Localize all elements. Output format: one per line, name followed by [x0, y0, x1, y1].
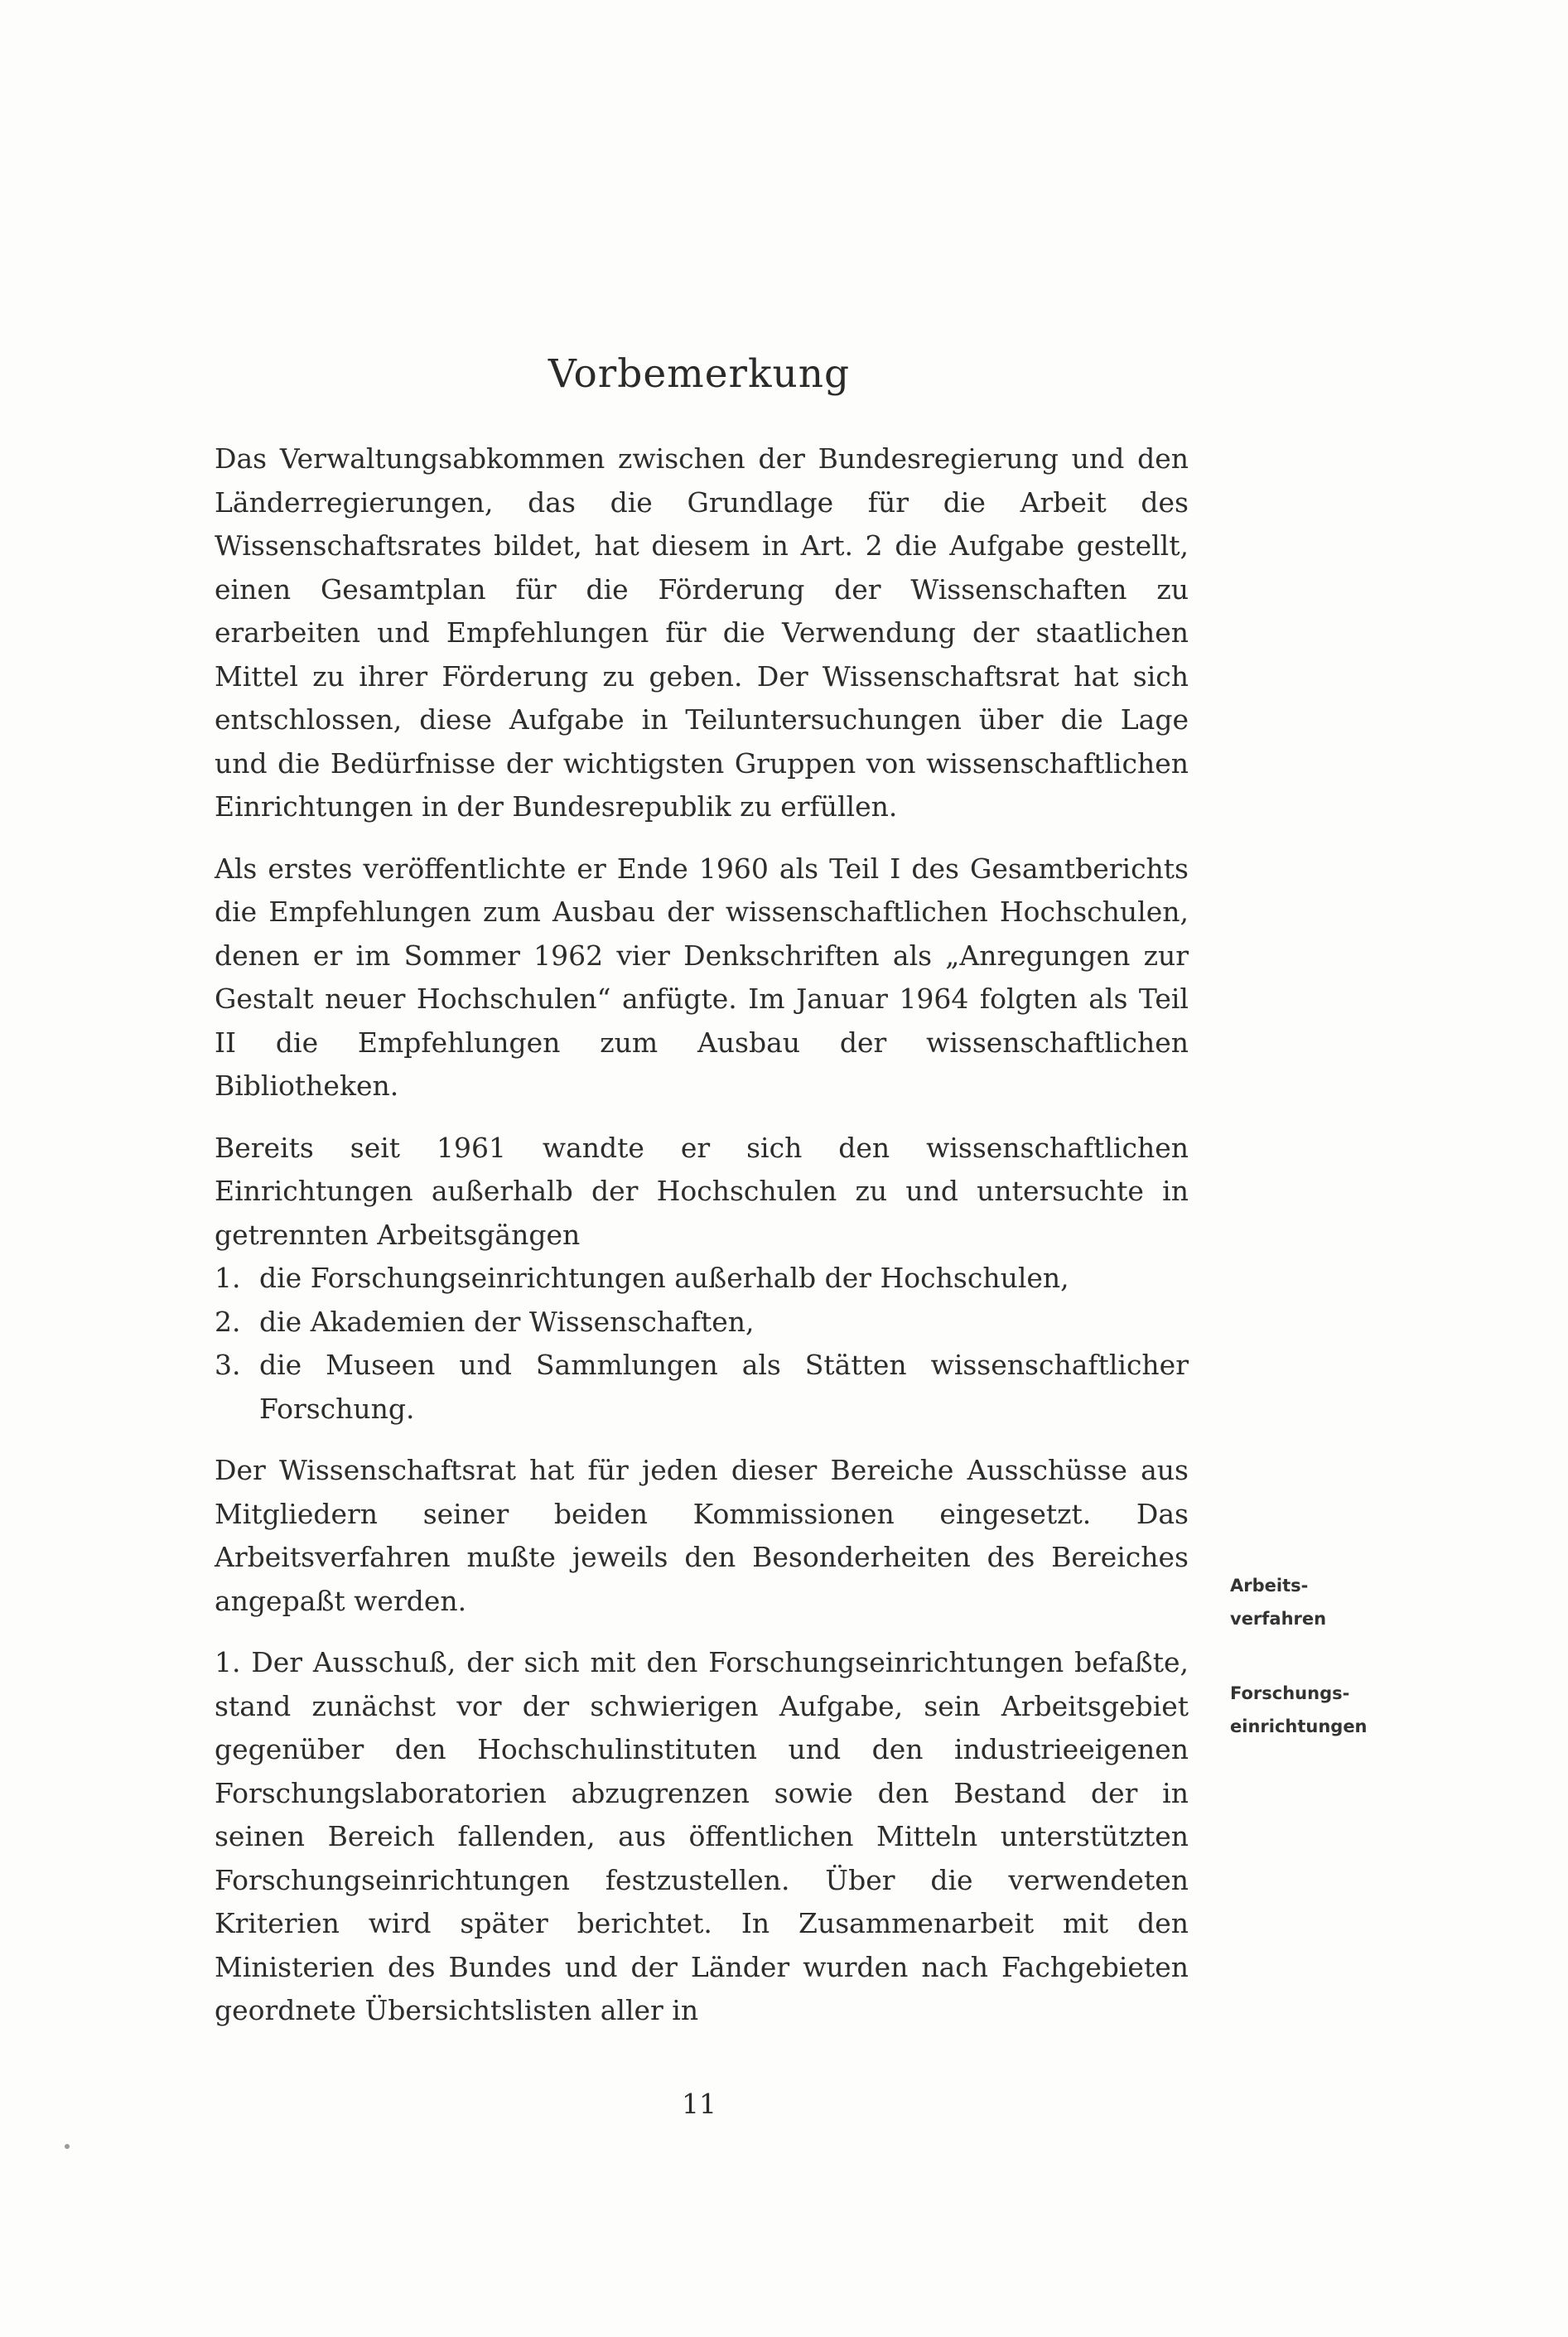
paragraph-intro: Das Verwaltungsabkommen zwischen der Bundesregierung und den Länderregierungen, das die Grundlage für die Arbeit des Wissenschaftsrates bildet, hat diesem in Art. 2 die Aufgabe gestellt, einen Gesamtplan für die Förderung der Wissenschaften zu erarbeiten und Empfehlungen für die Verwendung der staatlichen Mittel zu ihrer Förderung zu geben. Der Wissenschaftsrat hat sich entschlossen, diese Aufgabe in Teiluntersuchungen über die Lage und die Bedürfnisse der wichtigsten Gruppen von wissenschaftlichen Einrichtungen in der Bundesrepublik zu erfüllen. — [215, 442, 1189, 823]
list-item-text: die Museen und Sammlungen als Stätten wissenschaftlicher Forschung. — [259, 1349, 1189, 1425]
list-item-text: die Akademien der Wissenschaften, — [259, 1305, 755, 1338]
list-item — [215, 1301, 1189, 1345]
paragraph-research-institutions: 1. Der Ausschuß, der sich mit den Forschungseinrichtungen befaßte, stand zunächst vor der schwierigen Aufgabe, sein Arbeitsgebiet gegenüber den Hochschulinstituten und den industrieeigenen Forschungslaboratorien abzugrenzen sowie den Bestand der in seinen Bereich fallenden, aus öffentlichen Mitteln unterstützten Forschungseinrichtungen festzustellen. Über die verwendeten Kriterien wird später berichtet. In Zusammenarbeit mit den Ministerien des Bundes und der Länder wurden nach Fachgebieten geordnete Übersichtslisten aller in — [215, 1646, 1189, 2026]
paragraph-research-areas: Bereits seit 1961 wandte er sich den wissenschaftlichen Einrichtungen außerhalb der Hochschulen zu und untersuchte in getrennten Arbeitsgängen — [215, 1131, 1189, 1251]
list-item-number: 2. — [215, 1305, 241, 1338]
page-title: Vorbemerkung — [548, 351, 851, 397]
list-item-number: 3. — [215, 1349, 241, 1381]
paragraph-publications: Als erstes veröffentlichte er Ende 1960 als Teil I des Gesamtberichts die Empfehlungen zum Ausbau der wissenschaftlichen Hochschulen, denen er im Sommer 1962 vier Denkschriften als „Anregungen zur Gestalt neuer Hochschulen“ anfügte. Im Januar 1964 folgten als Teil II die Empfehlungen zum Ausbau der wissenschaftlichen Bibliotheken. — [215, 852, 1189, 1102]
list-item-text: die Forschungseinrichtungen außerhalb der Hochschulen, — [259, 1262, 1069, 1294]
list-item — [215, 1257, 1189, 1301]
margin-note-arbeitsverfahren: Arbeits- verfahren — [1230, 1576, 1327, 1629]
body-text — [215, 437, 1189, 2051]
margin-note-forschungseinrichtungen: Forschungs- einrichtungen — [1230, 1683, 1368, 1736]
paragraph-committees: Der Wissenschaftsrat hat für jeden dieser Bereiche Ausschüsse aus Mitgliedern seiner beiden Kommissionen eingesetzt. Das Arbeitsverfahren mußte jeweils den Besonderheiten des Bereiches angepaßt werden. — [215, 1454, 1189, 1617]
paper-speck — [65, 2144, 70, 2149]
list-item — [215, 1344, 1189, 1431]
research-area-list — [215, 1257, 1189, 1431]
list-item-number: 1. — [215, 1262, 241, 1294]
page-number: 11 — [682, 2088, 716, 2120]
